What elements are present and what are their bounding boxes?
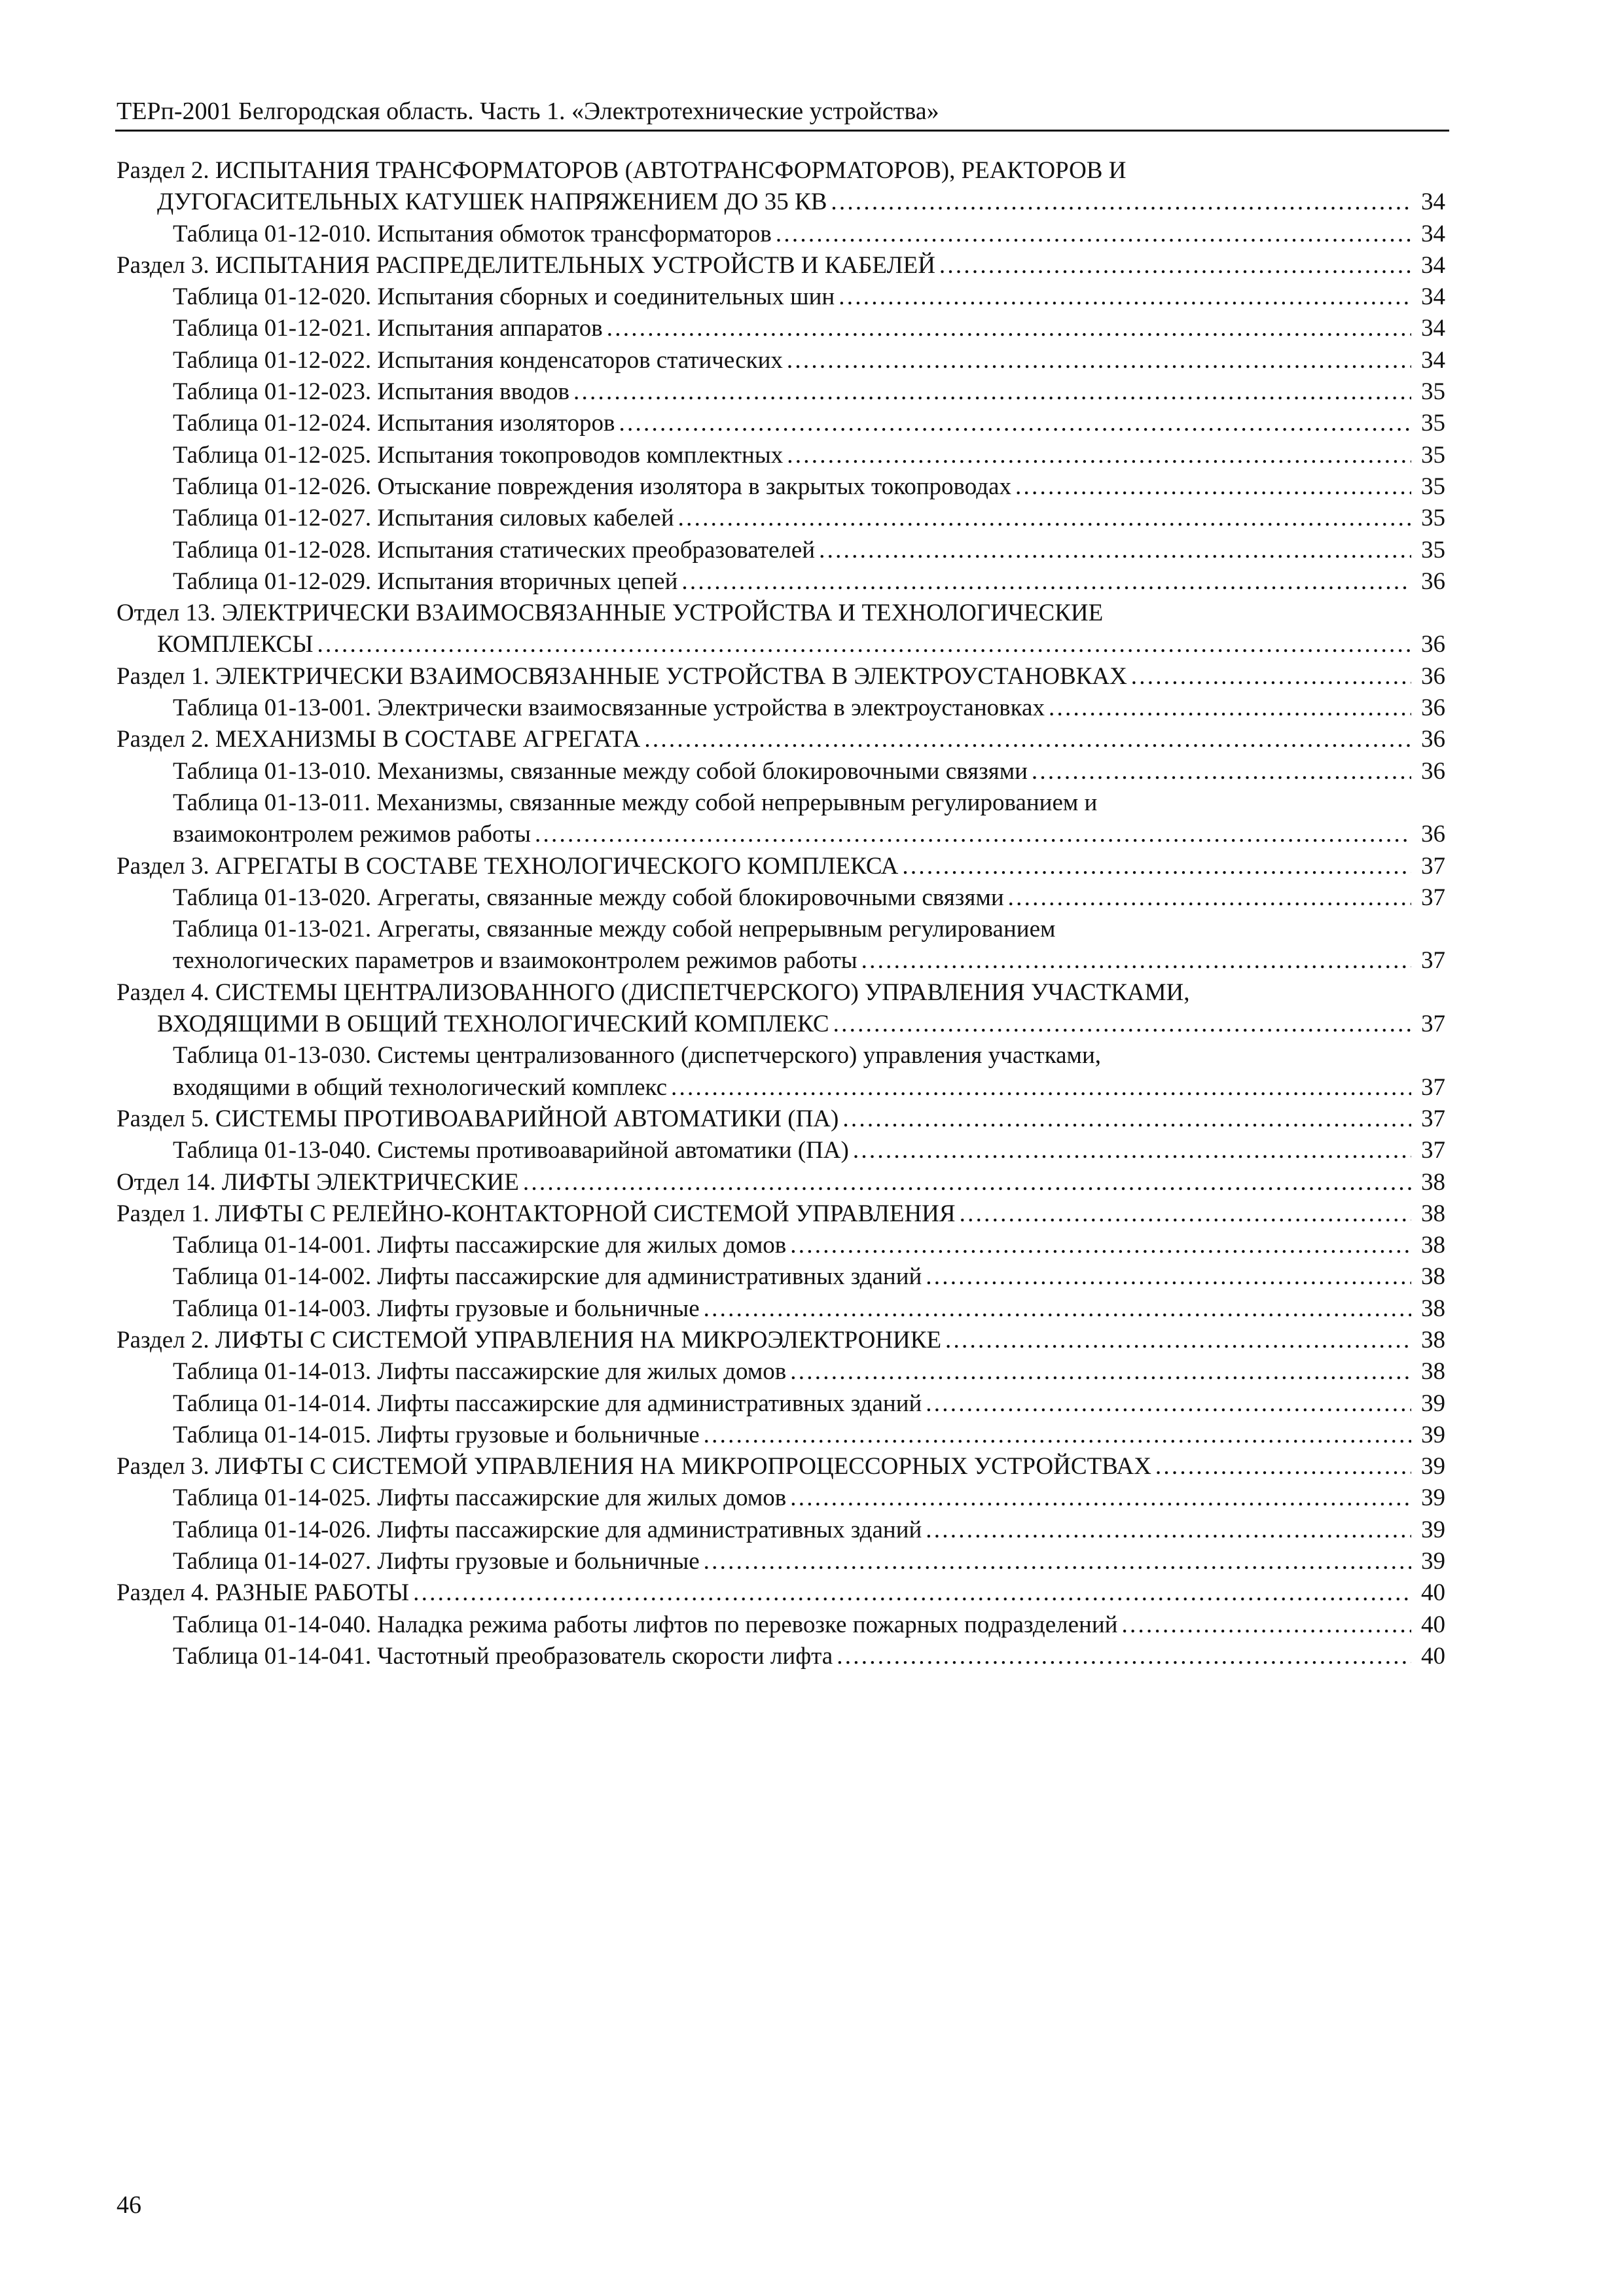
toc-dot-leader bbox=[787, 345, 1411, 376]
toc-dot-leader bbox=[607, 313, 1411, 344]
toc-entry bbox=[117, 1261, 1445, 1293]
toc-entry-page: 34 bbox=[1421, 251, 1445, 279]
toc-entry bbox=[117, 471, 1445, 503]
toc-dot-leader bbox=[842, 1103, 1411, 1135]
toc-entry-title: Таблица 01-12-022. Испытания конденсаторов статических bbox=[173, 346, 783, 374]
toc-entry bbox=[117, 219, 1445, 250]
toc-entry-title: входящими в общий технологический комплекс bbox=[173, 1073, 668, 1101]
toc-entry-title: Раздел 1. ЭЛЕКТРИЧЕСКИ ВЗАИМОСВЯЗАННЫЕ УСТРОЙСТВА В ЭЛЕКТРОУСТАНОВКАХ bbox=[117, 662, 1127, 690]
toc-entry bbox=[117, 914, 1445, 945]
toc-entry-title: Таблица 01-14-002. Лифты пассажирские для административных зданий bbox=[173, 1263, 922, 1291]
toc-entry-title: Раздел 1. ЛИФТЫ С РЕЛЕЙНО-КОНТАКТОРНОЙ СИСТЕМОЙ УПРАВЛЕНИЯ bbox=[117, 1200, 956, 1227]
toc-entry-page: 38 bbox=[1421, 1263, 1445, 1291]
toc-dot-leader bbox=[1032, 756, 1411, 787]
toc-entry-title: Таблица 01-14-013. Лифты пассажирские для жилых домов bbox=[173, 1358, 787, 1386]
toc-entry-title: Таблица 01-14-027. Лифты грузовые и больничные bbox=[173, 1548, 700, 1575]
toc-entry-page: 35 bbox=[1421, 473, 1445, 500]
toc-entry-page: 34 bbox=[1421, 315, 1445, 342]
toc-entry bbox=[117, 1641, 1445, 1672]
toc-entry-page: 37 bbox=[1421, 1073, 1445, 1101]
toc-entry-page: 34 bbox=[1421, 346, 1445, 374]
toc-entry-page: 38 bbox=[1421, 1358, 1445, 1386]
toc-entry-title: Таблица 01-13-021. Агрегаты, связанные между собой непрерывным регулированием bbox=[173, 916, 1056, 943]
toc-dot-leader bbox=[837, 1641, 1411, 1672]
toc-entry bbox=[117, 787, 1445, 819]
toc-entry bbox=[117, 1072, 1445, 1103]
toc-dot-leader bbox=[902, 851, 1411, 882]
toc-entry bbox=[117, 1103, 1445, 1135]
toc-entry-page: 36 bbox=[1421, 567, 1445, 595]
toc-entry-title: Таблица 01-13-010. Механизмы, связанные между собой блокировочными связями bbox=[173, 757, 1028, 785]
toc-entry-page: 37 bbox=[1421, 852, 1445, 880]
toc-entry bbox=[117, 945, 1445, 977]
toc-dot-leader bbox=[523, 1167, 1411, 1198]
toc-entry-title: технологических параметров и взаимоконтролем режимов работы bbox=[173, 947, 857, 975]
toc-dot-leader bbox=[831, 187, 1411, 218]
toc-entry bbox=[117, 1198, 1445, 1230]
toc-dot-leader bbox=[573, 376, 1411, 408]
toc-entry-page: 38 bbox=[1421, 1326, 1445, 1354]
toc-dot-leader bbox=[790, 1356, 1411, 1388]
page-number: 46 bbox=[117, 2191, 141, 2219]
table-of-contents bbox=[117, 155, 1445, 1672]
toc-entry-page: 35 bbox=[1421, 410, 1445, 437]
toc-dot-leader bbox=[317, 629, 1412, 660]
toc-entry-title: Таблица 01-12-029. Испытания вторичных цепей bbox=[173, 567, 678, 595]
toc-entry-page: 34 bbox=[1421, 220, 1445, 247]
toc-dot-leader bbox=[413, 1577, 1411, 1609]
toc-entry bbox=[117, 882, 1445, 914]
toc-entry bbox=[117, 1009, 1445, 1040]
toc-entry-page: 35 bbox=[1421, 441, 1445, 469]
page-header: ТЕРп-2001 Белгородская область. Часть 1. «Электротехнические устройства» bbox=[117, 98, 939, 125]
toc-entry-title: Таблица 01-13-030. Системы централизованного (диспетчерского) управления участками, bbox=[173, 1042, 1101, 1069]
toc-entry bbox=[117, 629, 1445, 660]
toc-entry bbox=[117, 1546, 1445, 1577]
toc-dot-leader bbox=[1155, 1451, 1411, 1482]
toc-dot-leader bbox=[926, 1388, 1411, 1420]
toc-dot-leader bbox=[535, 819, 1411, 850]
toc-entry-title: Таблица 01-13-011. Механизмы, связанные между собой непрерывным регулированием и bbox=[173, 789, 1098, 816]
toc-dot-leader bbox=[1008, 882, 1411, 914]
toc-entry-page: 40 bbox=[1421, 1642, 1445, 1670]
toc-entry bbox=[117, 1451, 1445, 1482]
toc-entry bbox=[117, 661, 1445, 692]
toc-entry bbox=[117, 376, 1445, 408]
toc-entry bbox=[117, 1356, 1445, 1388]
toc-entry-page: 39 bbox=[1421, 1390, 1445, 1417]
toc-entry bbox=[117, 1577, 1445, 1609]
toc-entry-title: Отдел 14. ЛИФТЫ ЭЛЕКТРИЧЕСКИЕ bbox=[117, 1168, 519, 1196]
toc-entry-title: Раздел 2. ЛИФТЫ С СИСТЕМОЙ УПРАВЛЕНИЯ НА МИКРОЭЛЕКТРОНИКЕ bbox=[117, 1326, 942, 1354]
toc-entry-page: 37 bbox=[1421, 1011, 1445, 1038]
toc-dot-leader bbox=[704, 1293, 1411, 1325]
toc-entry-page: 39 bbox=[1421, 1516, 1445, 1543]
toc-entry-title: Раздел 4. СИСТЕМЫ ЦЕНТРАЛИЗОВАННОГО (ДИСПЕТЧЕРСКОГО) УПРАВЛЕНИЯ УЧАСТКАМИ, bbox=[117, 978, 1190, 1006]
toc-entry-page: 38 bbox=[1421, 1232, 1445, 1259]
toc-entry bbox=[117, 345, 1445, 376]
toc-entry-page: 35 bbox=[1421, 378, 1445, 406]
toc-entry-page: 39 bbox=[1421, 1484, 1445, 1512]
toc-entry-page: 36 bbox=[1421, 631, 1445, 658]
toc-entry bbox=[117, 1482, 1445, 1514]
toc-dot-leader bbox=[619, 408, 1411, 439]
toc-entry bbox=[117, 1515, 1445, 1546]
toc-entry-title: Таблица 01-14-025. Лифты пассажирские для жилых домов bbox=[173, 1484, 787, 1512]
toc-entry-page: 36 bbox=[1421, 694, 1445, 722]
toc-entry bbox=[117, 281, 1445, 313]
toc-dot-leader bbox=[704, 1546, 1411, 1577]
toc-dot-leader bbox=[861, 945, 1411, 977]
toc-entry bbox=[117, 1420, 1445, 1451]
toc-entry-title: Таблица 01-12-028. Испытания статических преобразователей bbox=[173, 536, 816, 564]
toc-dot-leader bbox=[1121, 1609, 1411, 1641]
toc-dot-leader bbox=[833, 1009, 1411, 1040]
toc-dot-leader bbox=[678, 503, 1411, 534]
toc-dot-leader bbox=[790, 1482, 1411, 1514]
toc-entry bbox=[117, 440, 1445, 471]
toc-entry-title: Таблица 01-12-020. Испытания сборных и соединительных шин bbox=[173, 283, 835, 311]
toc-entry-title: Раздел 3. ЛИФТЫ С СИСТЕМОЙ УПРАВЛЕНИЯ НА МИКРОПРОЦЕССОРНЫХ УСТРОЙСТВАХ bbox=[117, 1453, 1151, 1480]
toc-dot-leader bbox=[1049, 692, 1411, 724]
toc-entry-title: Раздел 3. АГРЕГАТЫ В СОСТАВЕ ТЕХНОЛОГИЧЕСКОГО КОМПЛЕКСА bbox=[117, 852, 899, 880]
toc-entry bbox=[117, 1293, 1445, 1325]
toc-entry-title: взаимоконтролем режимов работы bbox=[173, 821, 532, 848]
toc-entry bbox=[117, 187, 1445, 218]
header-rule bbox=[115, 130, 1449, 132]
toc-entry-page: 37 bbox=[1421, 1105, 1445, 1132]
toc-entry-title: Таблица 01-12-027. Испытания силовых кабелей bbox=[173, 505, 674, 532]
toc-entry-page: 39 bbox=[1421, 1453, 1445, 1480]
toc-entry-page: 35 bbox=[1421, 536, 1445, 564]
toc-entry-title: Таблица 01-12-025. Испытания токопроводов комплектных bbox=[173, 441, 784, 469]
toc-entry bbox=[117, 1388, 1445, 1420]
toc-entry-title: ВХОДЯЩИМИ В ОБЩИЙ ТЕХНОЛОГИЧЕСКИЙ КОМПЛЕКС bbox=[157, 1011, 829, 1038]
toc-dot-leader bbox=[704, 1420, 1411, 1451]
toc-dot-leader bbox=[644, 724, 1411, 755]
toc-entry-page: 34 bbox=[1421, 283, 1445, 311]
toc-entry-page: 38 bbox=[1421, 1200, 1445, 1227]
toc-entry-title: Таблица 01-13-020. Агрегаты, связанные между собой блокировочными связями bbox=[173, 884, 1004, 911]
toc-dot-leader bbox=[790, 1230, 1411, 1261]
toc-entry-page: 37 bbox=[1421, 1137, 1445, 1164]
toc-entry-page: 37 bbox=[1421, 884, 1445, 911]
toc-entry-title: Таблица 01-14-015. Лифты грузовые и больничные bbox=[173, 1421, 700, 1448]
toc-entry-title: Раздел 3. ИСПЫТАНИЯ РАСПРЕДЕЛИТЕЛЬНЫХ УСТРОЙСТВ И КАБЕЛЕЙ bbox=[117, 251, 935, 279]
toc-entry-page: 36 bbox=[1421, 757, 1445, 785]
toc-entry-title: Таблица 01-12-024. Испытания изоляторов bbox=[173, 410, 615, 437]
toc-entry bbox=[117, 408, 1445, 439]
toc-entry bbox=[117, 692, 1445, 724]
toc-entry-page: 39 bbox=[1421, 1548, 1445, 1575]
toc-entry-page: 36 bbox=[1421, 662, 1445, 690]
toc-entry-title: Таблица 01-14-001. Лифты пассажирские для жилых домов bbox=[173, 1232, 787, 1259]
toc-entry-title: Таблица 01-14-014. Лифты пассажирские для административных зданий bbox=[173, 1390, 922, 1417]
toc-entry bbox=[117, 724, 1445, 755]
toc-entry-title: Таблица 01-14-040. Наладка режима работы лифтов по перевозке пожарных подразделений bbox=[173, 1611, 1118, 1638]
toc-entry bbox=[117, 977, 1445, 1009]
toc-entry-title: Таблица 01-13-040. Системы противоаварийной автоматики (ПА) bbox=[173, 1137, 849, 1164]
toc-dot-leader bbox=[926, 1261, 1411, 1293]
toc-entry bbox=[117, 1040, 1445, 1071]
toc-entry-page: 36 bbox=[1421, 726, 1445, 753]
toc-entry-page: 40 bbox=[1421, 1611, 1445, 1638]
toc-entry-page: 39 bbox=[1421, 1421, 1445, 1448]
toc-entry bbox=[117, 756, 1445, 787]
toc-entry bbox=[117, 819, 1445, 850]
toc-entry bbox=[117, 535, 1445, 566]
toc-dot-leader bbox=[1131, 661, 1411, 692]
toc-entry-page: 40 bbox=[1421, 1579, 1445, 1607]
toc-entry bbox=[117, 1609, 1445, 1641]
toc-entry-page: 38 bbox=[1421, 1295, 1445, 1322]
toc-entry-title: Таблица 01-12-026. Отыскание повреждения изолятора в закрытых токопроводах bbox=[173, 473, 1011, 500]
toc-entry-title: Раздел 2. МЕХАНИЗМЫ В СОСТАВЕ АГРЕГАТА bbox=[117, 726, 641, 753]
toc-entry-title: Таблица 01-12-023. Испытания вводов bbox=[173, 378, 570, 406]
toc-dot-leader bbox=[926, 1515, 1411, 1546]
toc-entry bbox=[117, 1167, 1445, 1198]
toc-entry-page: 35 bbox=[1421, 505, 1445, 532]
toc-dot-leader bbox=[681, 566, 1411, 598]
toc-entry-title: ДУГОГАСИТЕЛЬНЫХ КАТУШЕК НАПРЯЖЕНИЕМ ДО 35 КВ bbox=[157, 188, 827, 216]
toc-entry-page: 37 bbox=[1421, 947, 1445, 975]
toc-entry-page: 38 bbox=[1421, 1168, 1445, 1196]
toc-dot-leader bbox=[939, 250, 1411, 281]
toc-entry-page: 36 bbox=[1421, 821, 1445, 848]
toc-entry-title: Отдел 13. ЭЛЕКТРИЧЕСКИ ВЗАИМОСВЯЗАННЫЕ УСТРОЙСТВА И ТЕХНОЛОГИЧЕСКИЕ bbox=[117, 600, 1104, 627]
toc-entry bbox=[117, 851, 1445, 882]
toc-entry-title: КОМПЛЕКСЫ bbox=[157, 631, 314, 658]
toc-entry bbox=[117, 155, 1445, 187]
toc-dot-leader bbox=[853, 1135, 1411, 1166]
toc-entry bbox=[117, 250, 1445, 281]
toc-entry-title: Таблица 01-14-003. Лифты грузовые и больничные bbox=[173, 1295, 700, 1322]
toc-dot-leader bbox=[1015, 471, 1411, 503]
toc-entry bbox=[117, 1135, 1445, 1166]
toc-entry bbox=[117, 1230, 1445, 1261]
toc-dot-leader bbox=[960, 1198, 1411, 1230]
toc-entry-title: Раздел 5. СИСТЕМЫ ПРОТИВОАВАРИЙНОЙ АВТОМАТИКИ (ПА) bbox=[117, 1105, 839, 1132]
toc-entry bbox=[117, 598, 1445, 629]
toc-entry-title: Таблица 01-12-021. Испытания аппаратов bbox=[173, 315, 603, 342]
toc-dot-leader bbox=[945, 1325, 1411, 1356]
toc-entry bbox=[117, 503, 1445, 534]
toc-entry-title: Раздел 2. ИСПЫТАНИЯ ТРАНСФОРМАТОРОВ (АВТОТРАНСФОРМАТОРОВ), РЕАКТОРОВ И bbox=[117, 157, 1127, 184]
toc-entry bbox=[117, 313, 1445, 344]
toc-entry-title: Таблица 01-14-041. Частотный преобразователь скорости лифта bbox=[173, 1642, 833, 1670]
toc-entry-title: Таблица 01-14-026. Лифты пассажирские для административных зданий bbox=[173, 1516, 922, 1543]
toc-entry bbox=[117, 1325, 1445, 1356]
toc-dot-leader bbox=[671, 1072, 1411, 1103]
toc-entry bbox=[117, 566, 1445, 598]
toc-dot-leader bbox=[776, 219, 1411, 250]
toc-dot-leader bbox=[819, 535, 1411, 566]
toc-entry-page: 34 bbox=[1421, 188, 1445, 216]
toc-dot-leader bbox=[787, 440, 1411, 471]
toc-dot-leader bbox=[839, 281, 1411, 313]
toc-entry-title: Таблица 01-12-010. Испытания обмоток трансформаторов bbox=[173, 220, 772, 247]
toc-entry-title: Раздел 4. РАЗНЫЕ РАБОТЫ bbox=[117, 1579, 410, 1607]
toc-entry-title: Таблица 01-13-001. Электрически взаимосвязанные устройства в электроустановках bbox=[173, 694, 1045, 722]
